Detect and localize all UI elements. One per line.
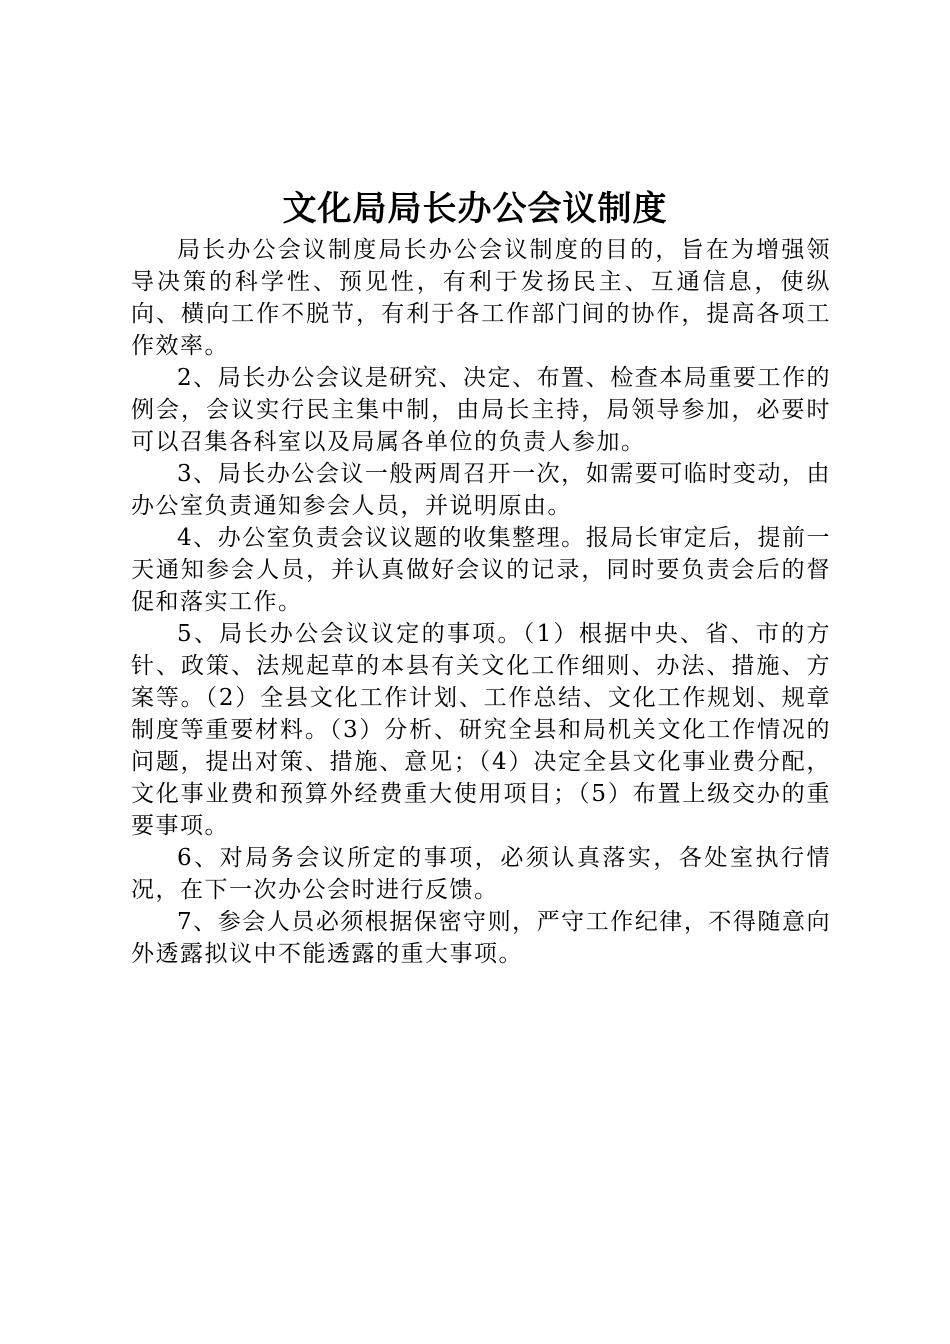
document-title: 文化局局长办公会议制度 — [282, 189, 668, 229]
paragraph-item-2: 2、局长办公会议是研究、决定、布置、检查本局重要工作的例会，会议实行民主集中制，由局长主持，局领导参加，必要时可以召集各科室以及局属各单位的负责人参加。 — [131, 365, 831, 455]
paragraph-item-4: 4、办公室负责会议议题的收集整理。报局长审定后，提前一天通知参会人员，并认真做好会议的记录，同时要负责会后的督促和落实工作。 — [131, 525, 831, 615]
paragraph-item-3: 3、局长办公会议一般两周召开一次，如需要可临时变动，由办公室负责通知参会人员，并说明原由。 — [131, 461, 831, 519]
document-body — [131, 234, 831, 970]
paragraph-item-6: 6、对局务会议所定的事项，必须认真落实，各处室执行情况，在下一次办公会时进行反馈。 — [131, 845, 831, 903]
paragraph-item-7: 7、参会人员必须根据保密守则，严守工作纪律，不得随意向外透露拟议中不能透露的重大事项。 — [131, 909, 831, 967]
paragraph-purpose: 局长办公会议制度局长办公会议制度的目的，旨在为增强领导决策的科学性、预见性，有利于发扬民主、互通信息，使纵向、横向工作不脱节，有利于各工作部门间的协作，提高各项工作效率。 — [131, 237, 831, 359]
paragraph-item-5: 5、局长办公会议议定的事项。（1）根据中央、省、市的方针、政策、法规起草的本县有关文化工作细则、办法、措施、方案等。（2）全县文化工作计划、工作总结、文化工作规划、规章制度等重要材料。（3）分析、研究全县和局机关文化工作情况的问题，提出对策、措施、意见；（4）决定全县文化事业费分配，文化事业费和预算外经费重大使用项目；（5）布置上级交办的重要事项。 — [131, 621, 831, 839]
